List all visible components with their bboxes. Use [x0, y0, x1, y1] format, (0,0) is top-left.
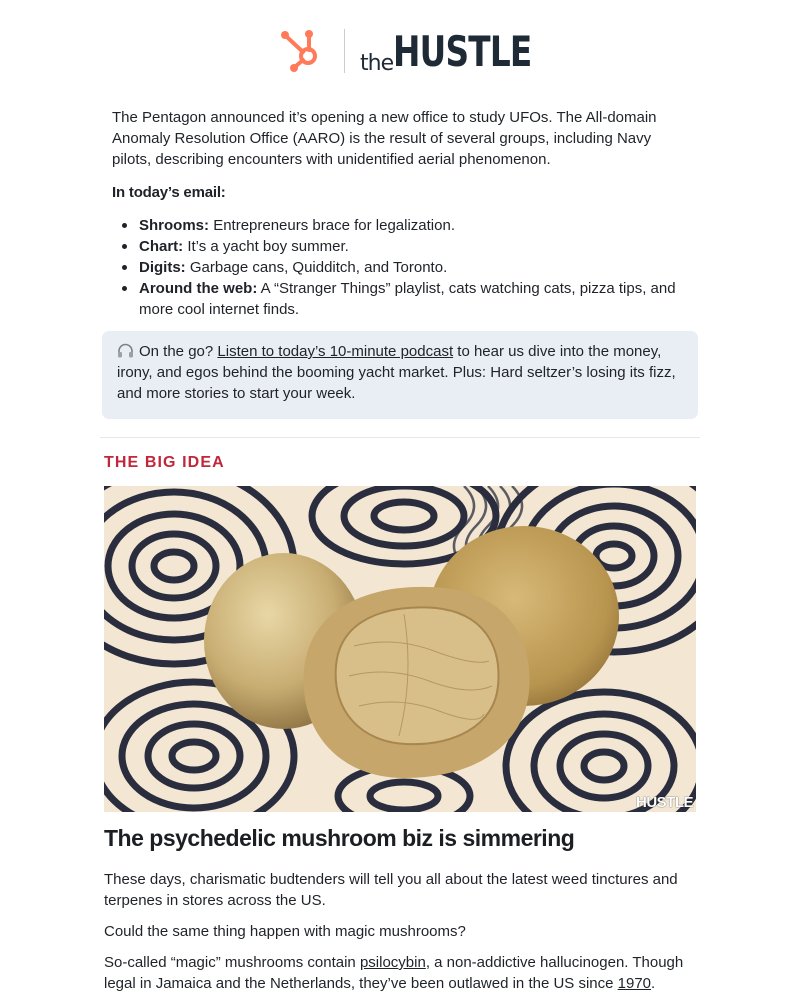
- truffles-illustration: [104, 486, 696, 812]
- article-text: , a non-addictive hallucinogen. Though legal in Jamaica and the Netherlands, they’ve been outlawed in the US since: [104, 954, 684, 992]
- podcast-callout: [102, 331, 698, 419]
- today-list: [112, 215, 682, 320]
- brand-divider: [344, 29, 345, 73]
- article-paragraph: Could the same thing happen with magic mushrooms?: [104, 923, 466, 940]
- brand-the: the: [360, 51, 394, 76]
- headphones-icon: [117, 343, 134, 358]
- brand-logo[interactable]: [360, 27, 571, 75]
- article-paragraph: These days, charismatic budtenders will tell you all about the latest weed tinctures and terpenes in stores across the US.: [104, 871, 678, 909]
- today-heading: In today’s email:: [112, 184, 226, 201]
- year-link[interactable]: 1970: [617, 975, 652, 992]
- today-item-text: It’s a yacht boy summer.: [187, 238, 349, 255]
- article-body: [104, 869, 698, 1004]
- article-title[interactable]: The psychedelic mushroom biz is simmering: [104, 825, 575, 851]
- podcast-link[interactable]: Listen to today’s 10-minute podcast: [217, 343, 454, 360]
- email-header: [0, 0, 800, 100]
- hubspot-sprocket-icon: [278, 26, 326, 74]
- psilocybin-link[interactable]: psilocybin: [359, 954, 426, 971]
- article-text: .: [651, 975, 656, 992]
- hero-watermark: HUSTLE: [636, 794, 693, 811]
- today-item-chart: [112, 236, 682, 257]
- hero-image[interactable]: [104, 486, 696, 812]
- today-item-text: A “Stranger Things” playlist, cats watching cats, pizza tips, and more cool internet finds.: [139, 280, 676, 318]
- today-item-shrooms: [112, 215, 682, 236]
- today-item-label: Shrooms:: [139, 217, 210, 234]
- section-divider: [100, 437, 700, 438]
- today-item-around-web: [112, 278, 682, 320]
- today-item-label: Around the web:: [139, 280, 258, 297]
- today-item-label: Digits:: [139, 259, 186, 276]
- intro-paragraph: The Pentagon announced it’s opening a new office to study UFOs. The All-domain Anomaly Resolution Office (AARO) is the result of several groups, including Navy pilots, describing encounters with unidentified aerial phenomenon.: [112, 109, 657, 168]
- today-item-digits: [112, 257, 682, 278]
- podcast-lead: On the go?: [139, 343, 214, 360]
- podcast-text: to hear us dive into the money, irony, and egos behind the booming yacht market. Plus: Hard seltzer’s losing its fizz, and more stories to start your week.: [117, 343, 676, 402]
- section-label: THE BIG IDEA: [104, 454, 225, 471]
- today-item-text: Entrepreneurs brace for legalization.: [213, 217, 455, 234]
- brand-hustle: HUSTLE: [393, 27, 532, 76]
- today-item-label: Chart:: [139, 238, 184, 255]
- today-item-text: Garbage cans, Quidditch, and Toronto.: [189, 259, 448, 276]
- article-text: So-called “magic” mushrooms contain: [104, 954, 356, 971]
- article-paragraph: [104, 952, 698, 994]
